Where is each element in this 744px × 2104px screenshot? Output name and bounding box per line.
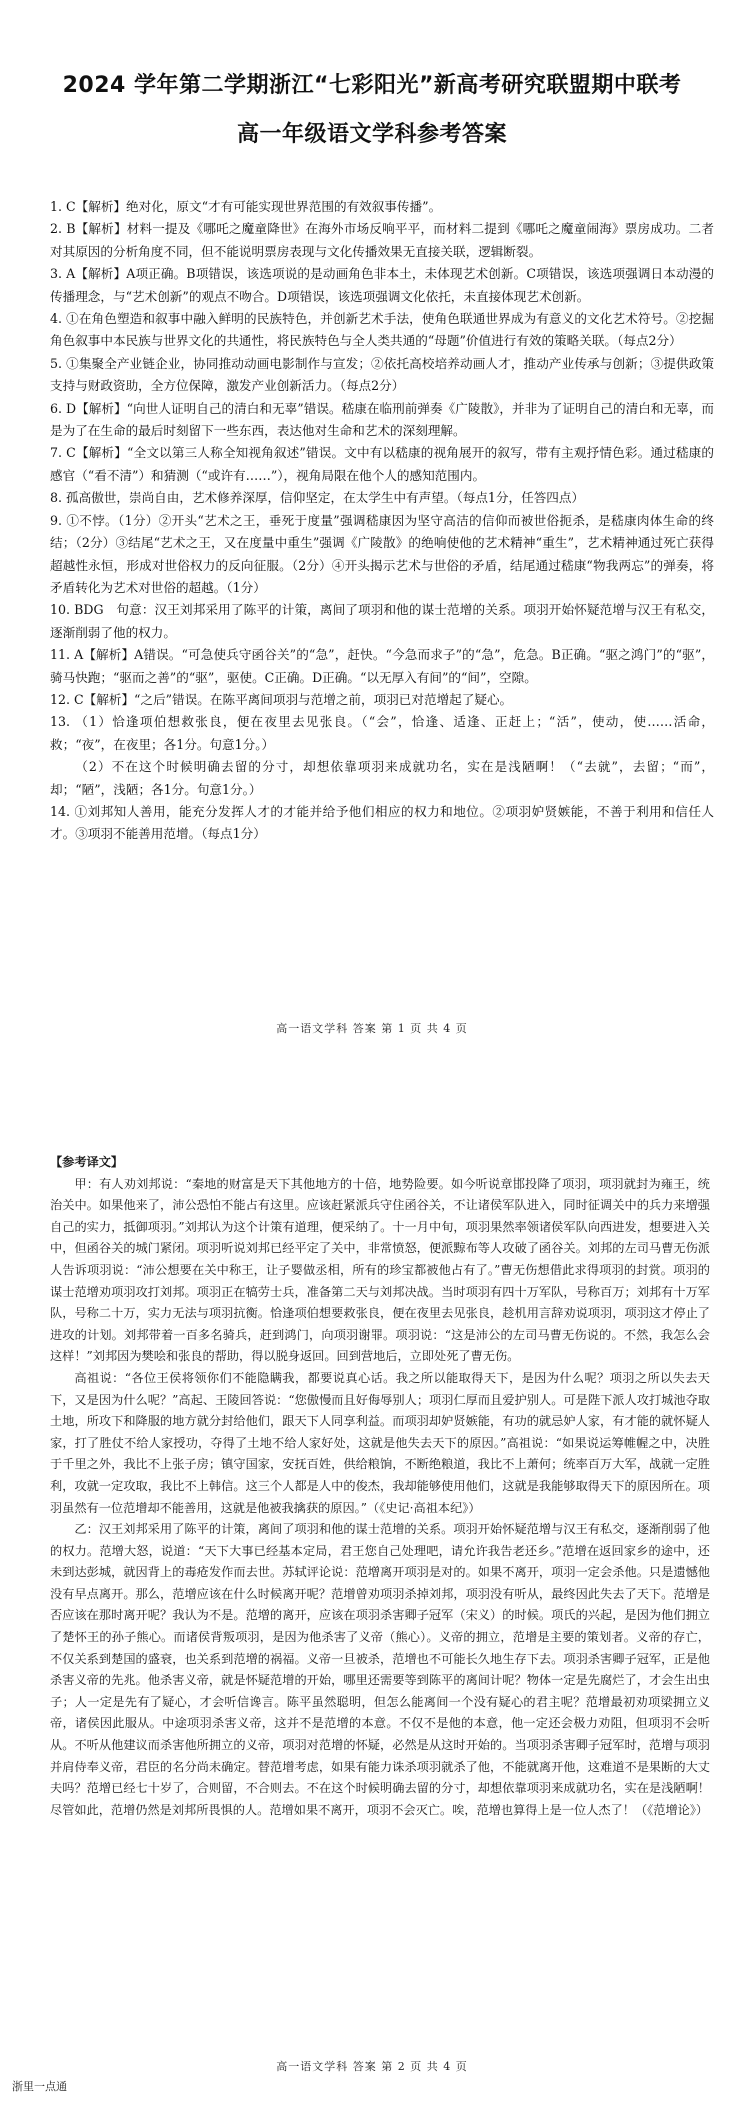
answer-item: 1. C【解析】绝对化，原文“才有可能实现世界范围的有效叙事传播”。 bbox=[50, 199, 442, 214]
answer-item: 9. ①不悖。（1分）②开头“艺术之王，垂死于度量”强调嵇康因为坚守高洁的信仰而被世俗扼杀，是嵇康肉体生命的终结；（2分）③结尾“艺术之王，又在度量中重生”强调《广陵散》的绝响使他的艺术精神“重生”，艺术精神通过死亡获得超越性永恒，形成对世俗权力的反向征服。（2分）④开头揭示艺术与世俗的矛盾，结尾通过嵇康“物我两忘”的弹奏，将矛盾转化为艺术对世俗的超越。（1分） bbox=[50, 512, 714, 595]
answer-item: 10. BDG 句意：汉王刘邦采用了陈平的计策，离间了项羽和他的谋士范增的关系。项羽开始怀疑范增与汉王有私交，逐渐削弱了他的权力。 bbox=[50, 602, 714, 640]
answer-item: 3. A【解析】A项正确。B项错误，该选项说的是动画角色非本土，未体现艺术创新。C项错误，该选项强调日本动漫的传播理念，与“艺术创新”的观点不吻合。D项错误，该选项强调文化依托，未直接体现艺术创新。 bbox=[50, 266, 714, 304]
answer-list bbox=[50, 196, 714, 846]
answer-item: 8. 孤高傲世，崇尚自由，艺术修养深厚，信仰坚定，在太学生中有声望。（每点1分，任答四点） bbox=[50, 490, 585, 506]
answer-item: 4. ①在角色塑造和叙事中融入鲜明的民族特色，并创新艺术手法，使角色联通世界成为有意义的文化艺术符号。②挖掘角色叙事中本民族与世界文化的共通性，将民族特色与全人类共通的“母题”价值进行有效的策略关联。（每点2分） bbox=[50, 311, 714, 349]
answer-item: 7. C【解析】“全文以第三人称全知视角叙述”错误。文中有以嵇康的视角展开的叙写，带有主观抒情色彩。通过嵇康的感官（“看不清”）和猜测（“或许有……”），视角局限在他个人的感知范围内。 bbox=[50, 445, 714, 483]
answer-item: 13. （1）恰逢项伯想救张良，便在夜里去见张良。（“会”，恰逢、适逢、正赶上；“活”，使动，使……活命，救；“夜”，在夜里；各1分。句意1分。） bbox=[50, 714, 714, 752]
page-footer: 高一语文学科 答案 第 1 页 共 4 页 bbox=[276, 1022, 468, 1035]
answer-item: 2. B【解析】材料一提及《哪吒之魔童降世》在海外市场反响平平，而材料二提到《哪吒之魔童闹海》票房成功。二者对其原因的分析角度不同，但不能说明票房表现与文化传播效果无直接关联，逻辑断裂。 bbox=[50, 221, 714, 259]
answer-item: 6. D【解析】“向世人证明自己的清白和无辜”错误。嵇康在临刑前弹奏《广陵散》，并非为了证明自己的清白和无辜，而是为了在生命的最后时刻留下一些东西，表达他对生命和艺术的深刻理解。 bbox=[50, 400, 714, 439]
answer-key-subtitle: 高一年级语文学科参考答案 bbox=[236, 122, 507, 147]
answer-item: 11. A【解析】A错误。“可急使兵守函谷关”的“急”，赶快。“今急而求子”的“急”，危急。B正确。“驱之鸿门”的“驱”，骑马快跑；“驱而之善”的“驱”，驱使。C正确。D正确。“以无厚入有间”的“间”，空隙。 bbox=[50, 647, 714, 685]
answer-page-1 bbox=[0, 0, 744, 1040]
answer-page-2 bbox=[0, 1130, 744, 2073]
page-footer: 高一语文学科 答案 第 2 页 共 4 页 bbox=[276, 2060, 468, 2073]
answer-item: 5. ①集聚全产业链企业，协同推动动画电影制作与宣发；②依托高校培养动画人才，推动产业传承与创新；③提供政策支持与财政资助，全方位保障，激发产业创新活力。（每点2分） bbox=[50, 355, 714, 394]
answer-item: 14. ①刘邦知人善用，能充分发挥人才的才能并给予他们相应的权力和地位。②项羽妒贤嫉能，不善于利用和信任人才。③项羽不能善用范增。（每点1分） bbox=[50, 803, 714, 842]
watermark-label: 浙里一点通 bbox=[12, 2080, 67, 2093]
exam-title: 2024 学年第二学期浙江“七彩阳光”新高考研究联盟期中联考 bbox=[62, 73, 682, 98]
translation-paragraph: 高祖说：“各位王侯将领你们不能隐瞒我，都要说真心话。我之所以能取得天下，是因为什么呢？项羽之所以失去天下，又是因为什么呢？”高起、王陵回答说：“您傲慢而且好侮辱别人；项羽仁厚而且爱护别人。可是陛下派人攻打城池夺取土地，所攻下和降服的地方就分封给他们，跟天下人同享利益。而项羽却妒贤嫉能，有功的就忌妒人家，有才能的就怀疑人家，打了胜仗不给人家授功，夺得了土地不给人家好处，这就是他失去天下的原因。”高祖说：“如果说运筹帷幄之中，决胜于千里之外，我比不上张子房；镇守国家，安抚百姓，供给粮饷，不断绝粮道，我比不上萧何；统率百万大军，战就一定胜利，攻就一定攻取，我比不上韩信。这三个人都是人中的俊杰，我却能够使用他们，这就是我能够取得天下的原因所在。项羽虽然有一位范增却不能善用，这就是他被我擒获的原因。”（《史记·高祖本纪》） bbox=[50, 1370, 710, 1515]
translation-section bbox=[50, 1152, 710, 1821]
translation-paragraph: 甲：有人劝刘邦说：“秦地的财富是天下其他地方的十倍，地势险要。如今听说章邯投降了项羽，项羽就封为雍王，统治关中。如果他来了，沛公恐怕不能占有这里。应该赶紧派兵守住函谷关，不让诸侯军队进入，同时征调关中的兵力来增强自己的实力，抵御项羽。”刘邦认为这个计策有道理，便采纳了。十一月中旬，项羽果然率领诸侯军队向西进发，想要进入关中，但函谷关的城门紧闭。项羽听说刘邦已经平定了关中，非常愤怒，便派黥布等人攻破了函谷关。刘邦的左司马曹无伤派人告诉项羽说：“沛公想要在关中称王，让子婴做丞相，所有的珍宝都被他占有了。”曹无伤想借此求得项羽的封赏。项羽的谋士范增劝项羽攻打刘邦。项羽正在犒劳士兵，准备第二天与刘邦决战。当时项羽有四十万军队，号称百万；刘邦有十万军队，号称二十万，实力无法与项羽抗衡。恰逢项伯想要救张良，便在夜里去见张良，趁机用言辞劝说项羽，项羽这才停止了进攻的计划。刘邦带着一百多名骑兵，赶到鸿门，向项羽谢罪。项羽说：“这是沛公的左司马曹无伤说的。不然，我怎么会这样！”刘邦因为樊哙和张良的帮助，得以脱身返回。回到营地后，立即处死了曹无伤。 bbox=[50, 1176, 710, 1364]
answer-item: （2）不在这个时候明确去留的分寸，却想依靠项羽来成就功名，实在是浅陋啊！（“去就”，去留；“而”，却；“陋”，浅陋；各1分。句意1分。） bbox=[50, 759, 714, 797]
translation-heading: 【参考译文】 bbox=[50, 1155, 124, 1169]
answer-item: 12. C【解析】“之后”错误。在陈平离间项羽与范增之前，项羽已对范增起了疑心。 bbox=[50, 691, 513, 707]
translation-paragraph: 乙：汉王刘邦采用了陈平的计策，离间了项羽和他的谋士范增的关系。项羽开始怀疑范增与汉王有私交，逐渐削弱了他的权力。范增大怒，说道：“天下大事已经基本定局，君王您自己处理吧，请允许我告老还乡。”范增在返回家乡的途中，还未到达彭城，就因背上的毒疮发作而去世。苏轼评论说：范增离开项羽是对的。如果不离开，项羽一定会杀他。只是遗憾他没有早点离开。那么，范增应该在什么时候离开呢？范增曾劝项羽杀掉刘邦，项羽没有听从，最终因此失去了天下。范增是否应该在那时离开呢？我认为不是。范增的离开，应该在项羽杀害卿子冠军（宋义）的时候。项氏的兴起，是因为他们拥立了楚怀王的孙子熊心。而诸侯背叛项羽，是因为他杀害了义帝（熊心）。义帝的拥立，范增是主要的策划者。义帝的存亡，不仅关系到楚国的盛衰，也关系到范增的祸福。义帝一旦被杀，范增也不可能长久地生存下去。项羽杀害卿子冠军，正是他杀害义帝的先兆。他杀害义帝，就是怀疑范增的开始，哪里还需要等到陈平的离间计呢？物体一定是先腐烂了，才会生出虫子；人一定是先有了疑心，才会听信谗言。陈平虽然聪明，但怎么能离间一个没有疑心的君主呢？范增最初劝项梁拥立义帝，诸侯因此服从。中途项羽杀害义帝，这并不是范增的本意。不仅不是他的本意，他一定还会极力劝阻，但项羽不会听从。不听从他建议而杀害他所拥立的义帝，项羽对范增的怀疑，必然是从这时开始的。当项羽杀害卿子冠军时，范增与项羽并肩侍奉义帝，君臣的名分尚未确定。替范增考虑，如果有能力诛杀项羽就杀了他，不能就离开他，这难道不是果断的大丈夫吗？范增已经七十岁了，合则留，不合则去。不在这个时候明确去留的分寸，却想依靠项羽来成就功名，实在是浅陋啊！尽管如此，范增仍然是刘邦所畏惧的人。范增如果不离开，项羽不会灭亡。唉，范增也算得上是一位人杰了！（《范增论》） bbox=[50, 1522, 710, 1817]
